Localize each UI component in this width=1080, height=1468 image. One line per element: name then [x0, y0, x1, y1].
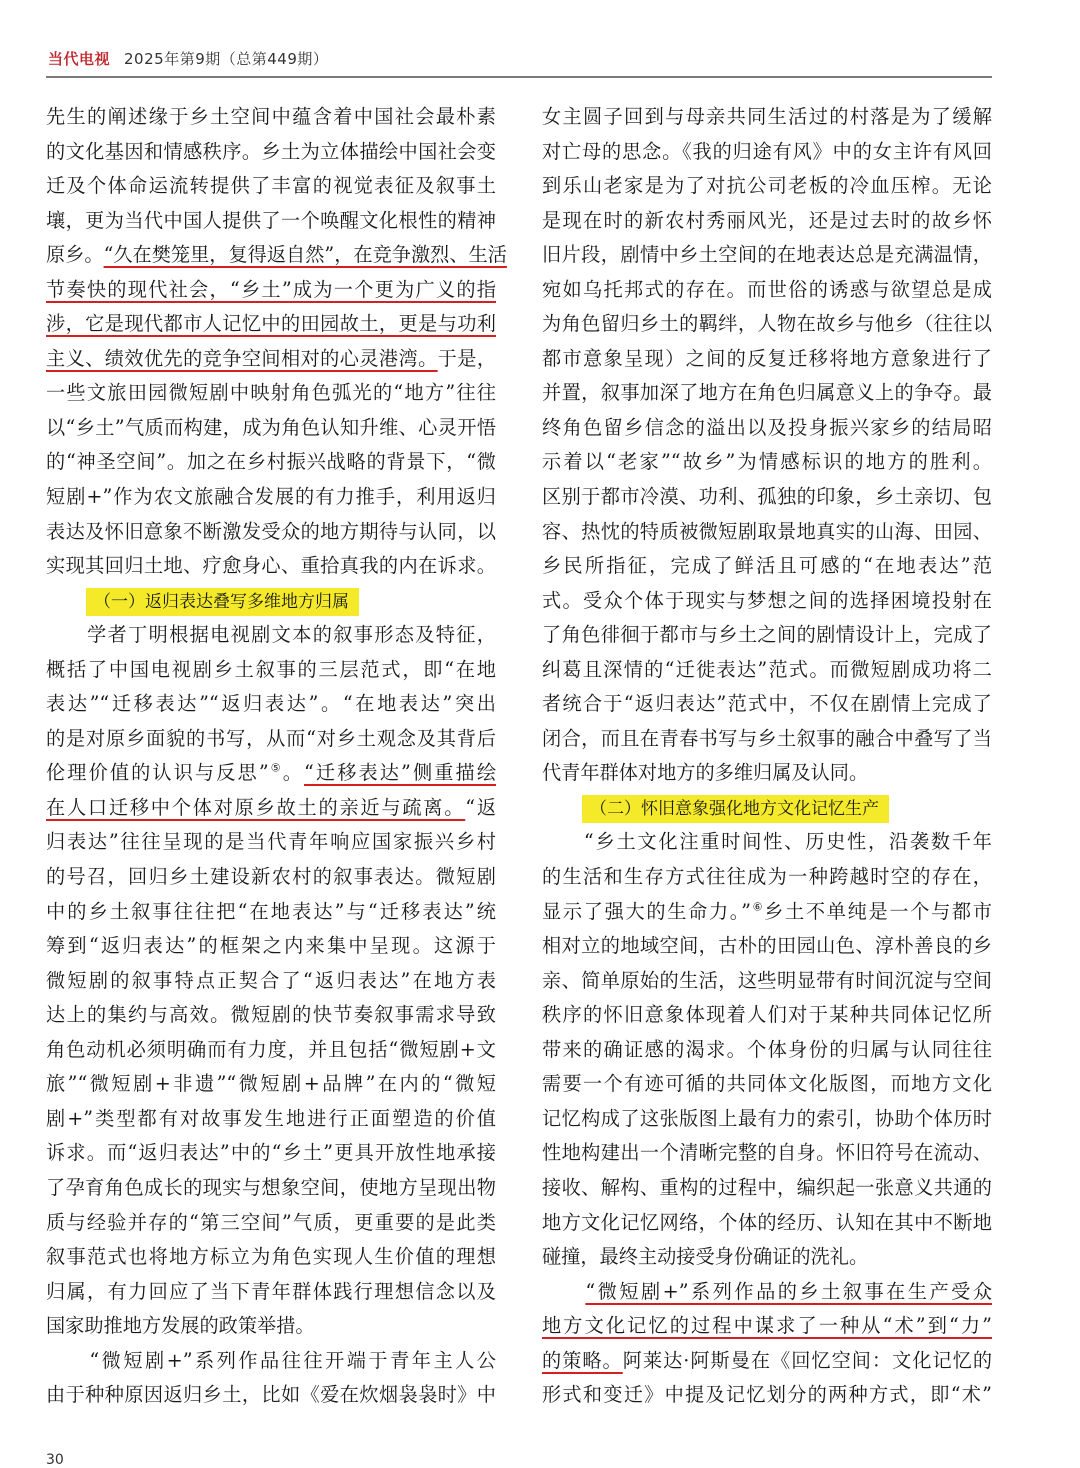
- text-line: 终角色留乡信念的溢出以及投身振兴家乡的结局昭: [542, 415, 992, 439]
- text-line: 诉求。而“返归表达”中的“乡土”更具开放性地承接: [46, 1141, 496, 1165]
- text-span: 显示了强大的生命力。”: [542, 899, 751, 923]
- text-line: 为角色留归乡土的羁绊，人物在故乡与他乡（往往以: [542, 312, 992, 336]
- underlined-text: 的策略。: [542, 1348, 623, 1372]
- issue-info: 2025年第9期（总第449期）: [124, 50, 329, 68]
- text-line: 剧+”类型都有对故事发生地进行正面塑造的价值: [46, 1106, 496, 1130]
- underlined-text: 主义、绩效优先的竞争空间相对的心灵港湾。: [46, 346, 438, 370]
- text-line: 学者丁明根据电视剧文本的叙事形态及特征，: [46, 623, 496, 647]
- text-line: 记忆构成了这张版图上最有力的索引，协助个体历时: [542, 1106, 992, 1130]
- text-line: 归属，有力回应了当下青年群体践行理想信念以及: [46, 1279, 496, 1303]
- footnote-ref: ⑤: [268, 762, 283, 775]
- text-line: 形式和变迁》中提及记忆划分的两种方式，即“术”: [542, 1383, 992, 1407]
- underlined-text: “久在樊笼里，复得返自然”，在竞争激烈、生活: [103, 243, 507, 267]
- text-span: 于是，: [437, 346, 497, 370]
- text-line: 中的乡土叙事往往把“在地表达”与“迁移表达”统: [46, 899, 496, 923]
- text-line: 的生活和生存方式往往成为一种跨越时空的存在，: [542, 865, 992, 889]
- text-line: 性地构建出一个清晰完整的自身。怀旧符号在流动、: [542, 1141, 992, 1165]
- text-line: 的“神圣空间”。加之在乡村振兴战略的背景下，“微: [46, 450, 496, 474]
- text-line: 需要一个有迹可循的共同体文化版图，而地方文化: [542, 1072, 992, 1096]
- text-line: [46, 791, 496, 826]
- text-line: 闭合，而且在青春书写与乡土叙事的融合中叠写了当: [542, 726, 992, 750]
- text-line: 区别于都市冷漠、功利、孤独的印象，乡土亲切、包: [542, 485, 992, 509]
- text-line: 容、热忱的特质被微短剧取景地真实的山海、田园、: [542, 519, 992, 543]
- text-span: 乡土不单纯是一个与都市: [764, 899, 992, 923]
- text-line: [542, 1344, 992, 1379]
- text-line: 筹到“返归表达”的框架之内来集中呈现。这源于: [46, 934, 496, 958]
- text-line: 示着以“老家”“故乡”为情感标识的地方的胜利。: [542, 450, 992, 474]
- text-line: 质与经验并存的“第三空间”气质，更重要的是此类: [46, 1210, 496, 1234]
- text-line: 节奏快的现代社会，“乡土”成为一个更为广义的指: [46, 277, 496, 301]
- underlined-text: “迁移表达”侧重描绘: [304, 761, 497, 785]
- footnote-ref: ⑥: [750, 900, 765, 914]
- text-line: 实现其回归土地、疗愈身心、重拾真我的内在诉求。: [46, 554, 496, 578]
- text-line: [542, 1275, 992, 1310]
- text-span: 。: [282, 761, 305, 785]
- text-line: 一些文旅田园微短剧中映射角色弧光的“地方”往往: [46, 381, 496, 405]
- journal-header: [48, 48, 328, 69]
- text-line: 宛如乌托邦式的存在。而世俗的诱惑与欲望总是成: [542, 277, 992, 301]
- text-line: 了孕育角色成长的现实与想象空间，使地方呈现出物: [46, 1175, 496, 1199]
- text-span: 阿莱达·阿斯曼在《回忆空间：文化记忆的: [622, 1348, 993, 1372]
- text-line: 接收、解构、重构的过程中，编织起一张意义共通的: [542, 1175, 992, 1199]
- text-line: [542, 895, 992, 930]
- text-line: “乡土文化注重时间性、历史性，沿袭数千年: [542, 830, 992, 854]
- text-line: 带来的确证感的渴求。个体身份的归属与认同往往: [542, 1037, 992, 1061]
- text-line: 纠葛且深情的“迁徙表达”范式。而微短剧成功将二: [542, 657, 992, 681]
- journal-title: 当代电视: [48, 50, 111, 68]
- text-line: [46, 342, 496, 377]
- text-span: 原乡。: [46, 243, 104, 267]
- text-line: 先生的阐述缘于乡土空间中蕴含着中国社会最朴素: [46, 105, 496, 128]
- text-line: 概括了中国电视剧乡土叙事的三层范式，即“在地: [46, 657, 496, 681]
- underlined-text: 在人口迁移中个体对原乡故土的亲近与疏离。: [46, 795, 466, 819]
- page-number: 30: [46, 1452, 64, 1468]
- text-line: 的是对原乡面貌的书写，从而“对乡土观念及其背后: [46, 726, 496, 750]
- left-column: [46, 100, 507, 1413]
- text-line: 式。受众个体于现实与梦想之间的选择困境投射在: [542, 588, 992, 612]
- text-span: 伦理价值的认识与反思”: [46, 761, 269, 785]
- text-line: 迁及个体命运流转提供了丰富的视觉表征及叙事土: [46, 174, 496, 198]
- text-line: 到乐山老家是为了对抗公司老板的冷血压榨。无论: [542, 174, 992, 198]
- text-line: “微短剧+”系列作品往往开端于青年主人公: [46, 1348, 496, 1372]
- header-divider: [46, 76, 992, 78]
- text-line: [46, 238, 507, 273]
- text-line: 旅”“微短剧+非遗”“微短剧+品牌”在内的“微短: [46, 1072, 496, 1096]
- text-line: 秩序的怀旧意象体现着人们对于某种共同体记忆所: [542, 1003, 992, 1027]
- text-span: “返: [465, 795, 497, 819]
- text-line: 地方文化记忆的过程中谋求了一种从“术”到“力”: [542, 1314, 992, 1338]
- section-heading-line: [46, 584, 496, 619]
- text-line: 微短剧的叙事特点正契合了“返归表达”在地方表: [46, 968, 496, 992]
- text-line: 叙事范式也将地方标立为角色实现人生价值的理想: [46, 1245, 496, 1269]
- underlined-text: “微短剧+”系列作品的乡土叙事在生产受众: [585, 1279, 993, 1303]
- text-line: 者统合于“返归表达”范式中，不仅在剧情上完成了: [542, 692, 992, 716]
- section-heading: （二）怀旧意象强化地方文化记忆生产: [582, 795, 889, 823]
- text-line: 涉，它是现代都市人记忆中的田园故土，更是与功利: [46, 312, 496, 336]
- text-line: 短剧+”作为农文旅融合发展的有力推手，利用返归: [46, 485, 496, 509]
- text-span: [542, 1280, 585, 1303]
- text-line: 对亡母的思念。《我的归途有风》中的女主许有风回: [542, 139, 992, 163]
- text-line: 国家助推地方发展的政策举措。: [46, 1314, 315, 1338]
- text-line: 代青年群体对地方的多维归属及认同。: [542, 761, 869, 785]
- text-line: 相对立的地域空间，古朴的田园山色、淳朴善良的乡: [542, 934, 992, 958]
- text-line: 都市意象呈现）之间的反复迁移将地方意象进行了: [542, 346, 992, 370]
- section-heading: （一）返归表达叠写多维地方归属: [86, 588, 359, 616]
- text-line: 的文化基因和情感秩序。乡土为立体描绘中国社会变: [46, 139, 496, 163]
- text-line: 乡民所指征，完成了鲜活且可感的“在地表达”范: [542, 554, 992, 578]
- text-line: 壤，更为当代中国人提供了一个唤醒文化根性的精神: [46, 208, 496, 232]
- text-line: 碰撞，最终主动接受身份确证的洗礼。: [542, 1245, 869, 1269]
- section-heading-line: [542, 791, 992, 826]
- text-line: 是现在时的新农村秀丽风光，还是过去时的故乡怀: [542, 208, 992, 232]
- text-line: 旧片段，剧情中乡土空间的在地表达总是充满温情，: [542, 243, 992, 267]
- text-line: 表达”“迁移表达”“返归表达”。“在地表达”突出: [46, 692, 496, 716]
- text-line: 由于种种原因返归乡土，比如《爱在炊烟袅袅时》中: [46, 1383, 496, 1407]
- text-line: 地方文化记忆网络，个体的经历、认知在其中不断地: [542, 1210, 992, 1234]
- text-line: 女主圆子回到与母亲共同生活过的村落是为了缓解: [542, 105, 992, 128]
- text-line: 了角色徘徊于都市与乡土之间的剧情设计上，完成了: [542, 623, 992, 647]
- right-column: [542, 100, 992, 1413]
- text-line: [46, 756, 496, 791]
- text-line: 以“乡土”气质而构建，成为角色认知升维、心灵开悟: [46, 415, 496, 439]
- text-line: 的号召，回归乡土建设新农村的叙事表达。微短剧: [46, 865, 496, 889]
- text-line: 归表达”往往呈现的是当代青年响应国家振兴乡村: [46, 830, 496, 854]
- text-line: 并置，叙事加深了地方在角色归属意义上的争夺。最: [542, 381, 992, 405]
- text-line: 亲、简单原始的生活，这些明显带有时间沉淀与空间: [542, 968, 992, 992]
- text-line: 角色动机必须明确而有力度，并且包括“微短剧+文: [46, 1037, 496, 1061]
- text-line: 达上的集约与高效。微短剧的快节奏叙事需求导致: [46, 1003, 496, 1027]
- text-line: 表达及怀旧意象不断激发受众的地方期待与认同，以: [46, 519, 496, 543]
